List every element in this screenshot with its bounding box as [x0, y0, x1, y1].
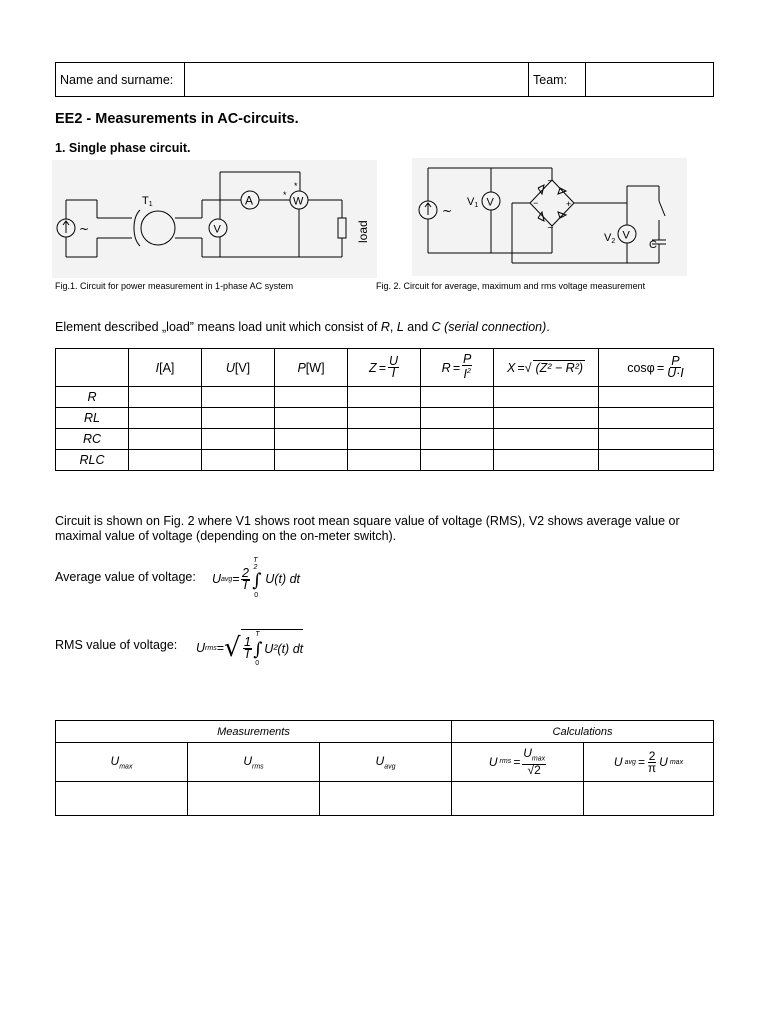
fig2-circuit-diagram: [412, 158, 687, 276]
svg-text:*: *: [283, 190, 287, 200]
t1-cell[interactable]: [494, 429, 599, 450]
rms-formula: U rms = √ $\frac{1}{T}$ T ∫ 0 U²(t) dt: [196, 630, 304, 667]
t1-head-p: P[W]: [275, 349, 348, 387]
svg-text:W: W: [293, 195, 304, 208]
fig2-description: Circuit is shown on Fig. 2 where V1 shows root mean square value of voltage (RMS), V2 shows average value or maximal value of voltage (depending on the on-meter switch).: [55, 514, 680, 543]
name-label: Name and surname:: [56, 63, 185, 97]
team-label: Team:: [529, 63, 586, 97]
svg-text:C: C: [649, 239, 657, 251]
t1-head-x: X =√ (Z² − R²): [494, 349, 599, 387]
load-desc-sep: ,: [389, 320, 397, 334]
t1-cell[interactable]: [599, 450, 714, 471]
t1-cell[interactable]: [202, 450, 275, 471]
t2-cell-calc-rms[interactable]: [452, 782, 584, 816]
svg-text:+: +: [566, 199, 572, 209]
load-desc-r: R: [380, 320, 390, 334]
table-row: [56, 782, 714, 816]
t1-head-i: I[A]: [129, 349, 202, 387]
t1-row-label: R: [56, 387, 129, 408]
load-description: [55, 320, 550, 334]
t1-cell[interactable]: [348, 450, 421, 471]
fig1-caption: Fig.1. Circuit for power measurement in 1-phase AC system: [55, 281, 294, 291]
svg-text:V: V: [486, 196, 494, 209]
load-desc-c: C: [431, 320, 441, 334]
t1-cell[interactable]: [421, 450, 494, 471]
t1-cell[interactable]: [275, 450, 348, 471]
svg-text:T1: T1: [142, 195, 153, 208]
t1-cell[interactable]: [494, 387, 599, 408]
t1-cell[interactable]: [348, 387, 421, 408]
t1-head-r: R = $\frac{P}{I^2}$: [421, 349, 494, 387]
table-row: [56, 450, 714, 471]
t1-head-u: U[V]: [202, 349, 275, 387]
t1-head-cos: cosφ = $\frac{P}{U\cdot I}$: [599, 349, 714, 387]
avg-label: Average value of voltage:: [55, 570, 196, 584]
load-desc-suffix: (serial connection): [440, 320, 547, 334]
t1-cell[interactable]: [599, 429, 714, 450]
page-title: EE2 - Measurements in AC-circuits.: [55, 111, 299, 127]
rms-label: RMS value of voltage:: [55, 638, 178, 652]
load-desc-and: and: [403, 320, 432, 334]
svg-text:*: *: [294, 181, 298, 191]
t1-cell[interactable]: [202, 387, 275, 408]
section-title: 1. Single phase circuit.: [55, 141, 191, 155]
svg-text:A: A: [245, 193, 254, 208]
svg-text:~: ~: [79, 222, 90, 236]
t1-cell[interactable]: [494, 408, 599, 429]
header-table: [55, 62, 714, 97]
t1-cell[interactable]: [421, 387, 494, 408]
name-field[interactable]: [185, 63, 529, 97]
t1-cell[interactable]: [348, 408, 421, 429]
table-row: [56, 429, 714, 450]
t1-cell[interactable]: [348, 429, 421, 450]
t2-col-urms: $U_{rms}$: [188, 743, 320, 782]
t2-col-uavg: $U_{avg}$: [320, 743, 452, 782]
t1-cell[interactable]: [202, 429, 275, 450]
load-desc-period: .: [546, 320, 550, 334]
load-desc-l: L: [396, 320, 404, 334]
t1-cell[interactable]: [129, 450, 202, 471]
t2-cell-urms[interactable]: [188, 782, 320, 816]
measurement-table-1: [55, 348, 714, 471]
t1-cell[interactable]: [599, 408, 714, 429]
team-field[interactable]: [586, 63, 714, 97]
t1-cell[interactable]: [599, 387, 714, 408]
t1-cell[interactable]: [129, 408, 202, 429]
t1-cell[interactable]: [275, 429, 348, 450]
t1-cell[interactable]: [494, 450, 599, 471]
fig2-caption: Fig. 2. Circuit for average, maximum and rms voltage measurement: [376, 281, 646, 291]
measurement-table-2: [55, 720, 714, 816]
t1-cell[interactable]: [421, 408, 494, 429]
table-row: [56, 408, 714, 429]
svg-text:~: ~: [547, 176, 554, 185]
t1-cell[interactable]: [129, 387, 202, 408]
t2-cell-umax[interactable]: [56, 782, 188, 816]
t2-group-calculations: Calculations: [452, 721, 714, 743]
t1-cell[interactable]: [275, 408, 348, 429]
svg-text:V: V: [213, 223, 221, 236]
svg-text:V2: V2: [604, 232, 616, 245]
t1-cell[interactable]: [129, 429, 202, 450]
t2-calc-avg: U avg = $\frac{2}{\pi}$ U max: [584, 743, 714, 782]
t2-group-measurements: Measurements: [56, 721, 452, 743]
t2-cell-calc-avg[interactable]: [584, 782, 714, 816]
t1-row-label: RL: [56, 408, 129, 429]
t1-cell[interactable]: [421, 429, 494, 450]
fig1-circuit-diagram: [52, 160, 377, 278]
svg-text:load: load: [356, 220, 370, 243]
svg-text:V1: V1: [467, 196, 479, 209]
t2-calc-rms: U rms = $\frac{U_{max}}{√2}$: [452, 743, 584, 782]
t1-cell[interactable]: [275, 387, 348, 408]
t1-cell[interactable]: [202, 408, 275, 429]
t2-col-umax: $U_{max}$: [56, 743, 188, 782]
t2-cell-uavg[interactable]: [320, 782, 452, 816]
avg-formula: U avg = $\frac{2}{T}$ T 2 ∫ 0 U(t) dt: [212, 557, 301, 599]
t1-row-label: RC: [56, 429, 129, 450]
t1-row-label: RLC: [56, 450, 129, 471]
svg-text:V: V: [622, 229, 630, 242]
svg-text:−: −: [533, 198, 539, 208]
t1-head-z: Z = $\frac{U}{I}$: [348, 349, 421, 387]
load-desc-text: Element described „load” means load unit which consist of: [55, 320, 381, 334]
svg-text:~: ~: [547, 223, 554, 232]
svg-text:~: ~: [442, 204, 453, 218]
t1-corner: [56, 349, 129, 387]
table-row: [56, 387, 714, 408]
